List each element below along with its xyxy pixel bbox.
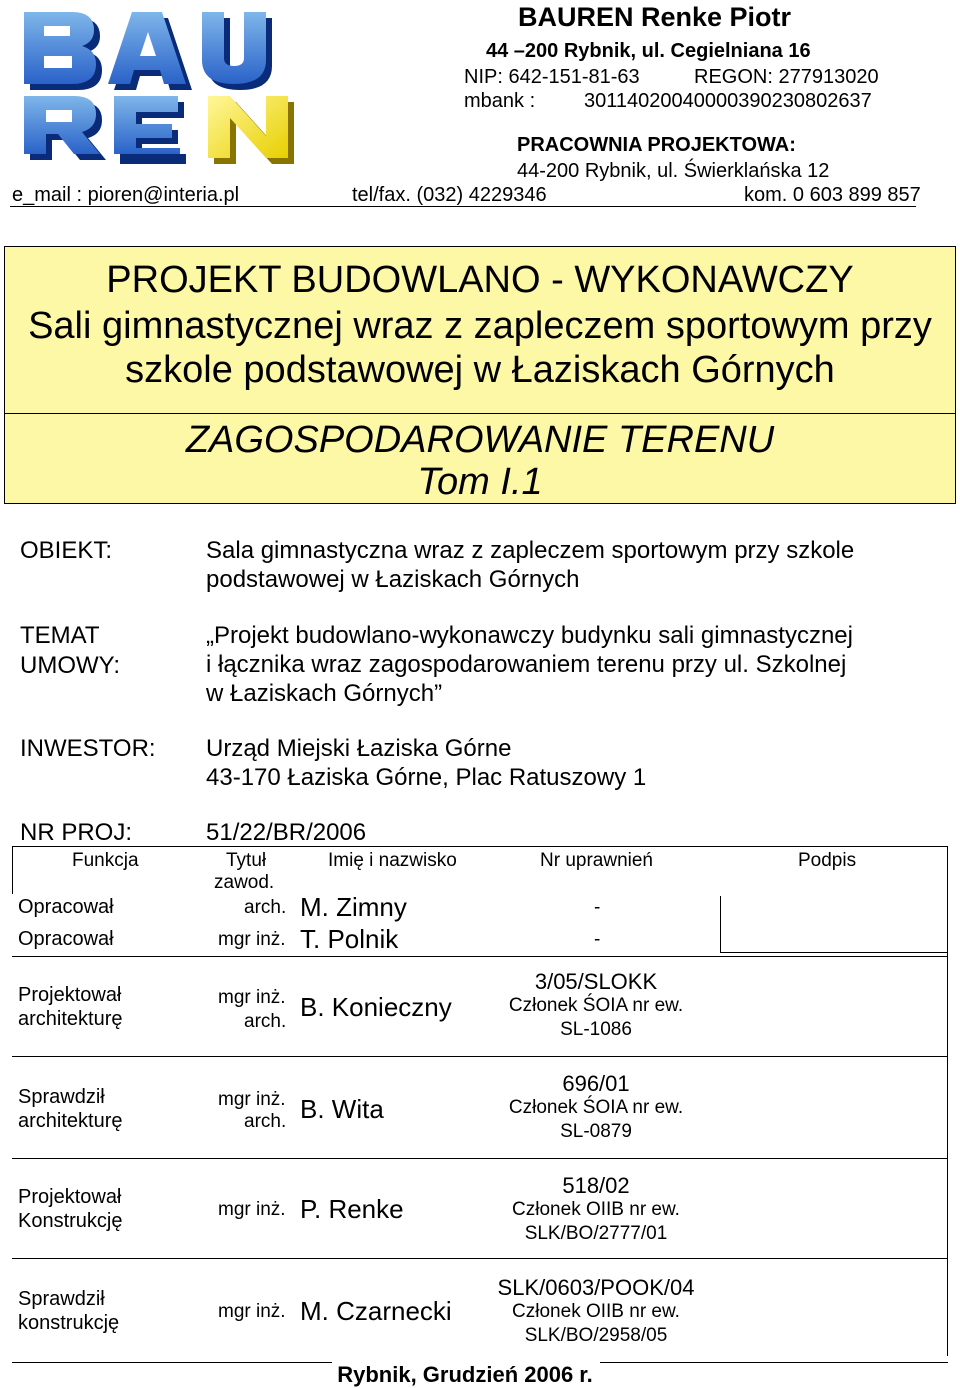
topic-line-1: „Projekt budowlano-wykonawczy budynku sali gimnastycznej xyxy=(206,622,853,649)
header-title-2: zawod. xyxy=(214,872,275,893)
table-border-right xyxy=(947,846,948,1356)
bank-label: mbank : xyxy=(464,90,536,112)
row-3-license-3: SL-1086 xyxy=(560,1019,632,1040)
row-4-title-1: mgr inż. xyxy=(218,1089,286,1110)
row-6-license xyxy=(486,1276,706,1348)
phone: tel/fax. (032) 4229346 xyxy=(352,184,547,206)
table-border-top xyxy=(12,846,948,847)
topic-label-2: UMOWY: xyxy=(20,652,120,679)
row-2-name: T. Polnik xyxy=(300,924,399,954)
investor-label: INWESTOR: xyxy=(20,735,156,762)
project-no: 51/22/BR/2006 xyxy=(206,819,367,846)
row-1-function: Opracował xyxy=(18,896,114,918)
topic-line-3: w Łaziskach Górnych” xyxy=(206,680,443,707)
volume-title: Tom I.1 xyxy=(417,461,543,503)
project-no-label: NR PROJ: xyxy=(20,819,133,846)
row-2-title: mgr inż. xyxy=(218,929,286,950)
bank-number: 30114020040000390230802637 xyxy=(584,90,872,112)
row-3-function-2: architekturę xyxy=(18,1008,123,1030)
row-4-name: B. Wita xyxy=(300,1094,384,1124)
studio-label: PRACOWNIA PROJEKTOWA: xyxy=(517,134,796,156)
row-1-title: arch. xyxy=(244,897,287,918)
row-6-function-1: Sprawdził xyxy=(18,1288,105,1310)
row-5-license-2: Członek OIIB nr ew. xyxy=(512,1199,680,1220)
row-6-title-1: mgr inż. xyxy=(218,1301,286,1322)
topic-line-2: i łącznika wraz zagospodarowaniem terenu przy ul. Szkolnej xyxy=(206,651,847,678)
table-border-left-head xyxy=(12,846,13,894)
row-3-title-1: mgr inż. xyxy=(218,987,286,1008)
row-3-license xyxy=(496,970,696,1042)
investor-line-2: 43-170 Łaziska Górne, Plac Ratuszowy 1 xyxy=(206,764,647,791)
title-line-3: szkole podstawowej w Łaziskach Górnych xyxy=(125,349,835,391)
row-5-title-1: mgr inż. xyxy=(218,1199,286,1220)
row-3-license-1: 3/05/SLOKK xyxy=(534,969,658,994)
row-2-license: - xyxy=(594,929,601,950)
row-divider xyxy=(12,1158,948,1159)
row-4-license xyxy=(496,1072,696,1144)
row-6-name: M. Czarnecki xyxy=(300,1296,452,1326)
header-license: Nr uprawnień xyxy=(540,850,653,871)
studio-address: 44-200 Rybnik, ul. Świerklańska 12 xyxy=(517,160,830,182)
object-label: OBIEKT: xyxy=(20,537,113,564)
row-6-license-1: SLK/0603/POOK/04 xyxy=(497,1275,695,1300)
title-line-2: Sali gimnastycznej wraz z zapleczem sportowym przy xyxy=(28,305,932,347)
row-1-name: M. Zimny xyxy=(300,892,407,922)
row-4-function-2: architekturę xyxy=(18,1110,123,1132)
row-divider xyxy=(12,956,948,957)
object-line-2: podstawowej w Łaziskach Górnych xyxy=(206,566,580,593)
header-name: Imię i nazwisko xyxy=(328,850,457,871)
row-5-name: P. Renke xyxy=(300,1194,404,1224)
header-divider xyxy=(10,206,916,207)
row-4-license-3: SL-0879 xyxy=(560,1121,632,1142)
title-divider xyxy=(5,413,955,414)
row-5-function-2: Konstrukcję xyxy=(18,1210,123,1232)
object-line-1: Sala gimnastyczna wraz z zapleczem sportowym przy szkole xyxy=(206,537,855,564)
row-4-title-2: arch. xyxy=(244,1111,287,1132)
row-3-name: B. Konieczny xyxy=(300,992,452,1022)
row-divider xyxy=(12,1056,948,1057)
row-4-function-1: Sprawdził xyxy=(18,1086,105,1108)
row-1-license: - xyxy=(594,897,601,918)
row-5-license xyxy=(496,1174,696,1246)
row-3-title-2: arch. xyxy=(244,1011,287,1032)
email: e_mail : pioren@interia.pl xyxy=(12,184,240,206)
title-box xyxy=(4,246,956,504)
company-address: 44 –200 Rybnik, ul. Cegielniana 16 xyxy=(486,40,811,62)
company-logo xyxy=(14,4,318,164)
row-2-function: Opracował xyxy=(18,928,114,950)
regon: REGON: 277913020 xyxy=(694,66,879,88)
row-4-license-2: Członek ŚOIA nr ew. xyxy=(508,1097,684,1118)
mobile: kom. 0 603 899 857 xyxy=(744,184,921,206)
title-line-1: PROJEKT BUDOWLANO - WYKONAWCZY xyxy=(106,259,854,301)
row-6-license-3: SLK/BO/2958/05 xyxy=(524,1325,668,1346)
row-3-license-2: Członek ŚOIA nr ew. xyxy=(508,995,684,1016)
row-6-license-2: Członek OIIB nr ew. xyxy=(512,1301,680,1322)
row-5-license-1: 518/02 xyxy=(562,1173,630,1198)
row-5-function-1: Projektował xyxy=(18,1186,122,1208)
row-3-function-1: Projektował xyxy=(18,984,122,1006)
signature-cell-border xyxy=(720,896,721,952)
row-5-license-3: SLK/BO/2777/01 xyxy=(524,1223,668,1244)
header-function: Funkcja xyxy=(72,850,139,871)
row-4-license-1: 696/01 xyxy=(562,1071,630,1096)
investor-line-1: Urząd Miejski Łaziska Górne xyxy=(206,735,512,762)
header-signature: Podpis xyxy=(798,850,857,871)
place-date: Rybnik, Grudzień 2006 r. xyxy=(337,1362,593,1387)
signature-cell-border-bottom xyxy=(720,952,948,953)
section-title: ZAGOSPODAROWANIE TERENU xyxy=(185,419,775,461)
row-6-function-2: konstrukcję xyxy=(18,1312,120,1334)
nip: NIP: 642-151-81-63 xyxy=(464,66,640,88)
row-divider xyxy=(12,1258,948,1259)
company-name: BAUREN Renke Piotr xyxy=(518,2,792,32)
topic-label-1: TEMAT xyxy=(20,622,100,649)
header-title-1: Tytuł xyxy=(226,850,267,871)
